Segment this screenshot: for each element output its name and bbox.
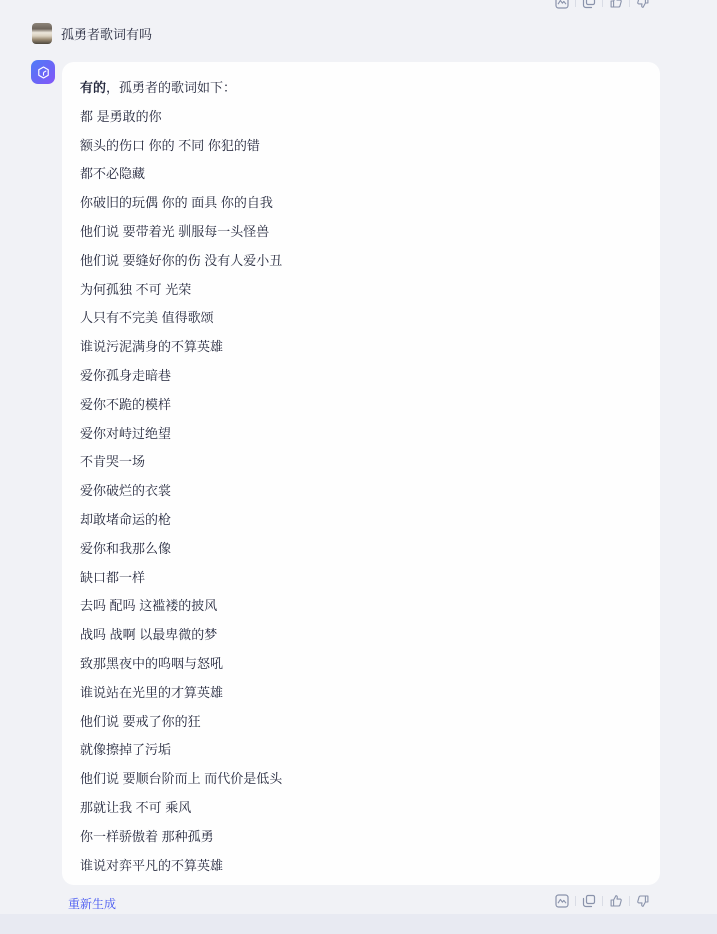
lyric-line: 那就让我 不可 乘风 (80, 799, 192, 815)
lyric-line: 爱你破烂的衣裳 (80, 483, 172, 499)
lyric-line: 你一样骄傲着 那种孤勇 (80, 828, 214, 844)
reply-intro-bold: 有的 (80, 80, 107, 95)
lyric-line: 他们说 要带着光 驯服每一头怪兽 (80, 223, 270, 239)
thumbs-down-icon[interactable] (635, 0, 651, 10)
assistant-logo-icon (36, 65, 51, 80)
divider (602, 896, 603, 906)
divider (575, 0, 576, 7)
regenerate-button[interactable]: 重新生成 (68, 897, 117, 911)
bottom-band (0, 914, 717, 934)
lyric-line: 就像擦掉了污垢 (80, 742, 172, 758)
reply-intro-rest: ，孤勇者的歌词如下： (106, 80, 237, 95)
divider (629, 0, 630, 7)
lyric-line: 谁说污泥满身的不算英雄 (80, 339, 224, 355)
lyric-line: 缺口都一样 (80, 569, 146, 585)
thumbs-down-icon[interactable] (635, 893, 651, 909)
reply-intro (80, 80, 642, 96)
divider (629, 896, 630, 906)
thumbs-up-icon[interactable] (608, 0, 624, 10)
message-actions-bottom (554, 893, 651, 909)
lyric-line: 爱你不跪的模样 (80, 396, 172, 412)
divider (602, 0, 603, 7)
thumbs-up-icon[interactable] (608, 893, 624, 909)
image-icon[interactable] (554, 0, 570, 10)
lyric-line: 却敢堵命运的枪 (80, 511, 172, 527)
lyric-line: 你破旧的玩偶 你的 面具 你的自我 (80, 195, 273, 211)
lyric-line: 为何孤独 不可 光荣 (80, 281, 192, 297)
divider (575, 896, 576, 906)
lyric-line: 都不必隐藏 (80, 166, 146, 182)
user-message-text: 孤勇者歌词有吗 (61, 27, 153, 42)
lyric-line: 致那黑夜中的呜咽与怒吼 (80, 655, 224, 671)
lyric-line: 谁说站在光里的才算英雄 (80, 684, 224, 700)
user-message-row (32, 23, 152, 44)
copy-icon[interactable] (581, 893, 597, 909)
lyric-line: 爱你孤身走暗巷 (80, 367, 172, 383)
lyric-line: 都 是勇敢的你 (80, 108, 162, 124)
lyric-line: 谁说对弈平凡的不算英雄 (80, 857, 224, 873)
lyric-line: 爱你对峙过绝望 (80, 425, 172, 441)
assistant-avatar (31, 60, 55, 84)
image-icon[interactable] (554, 893, 570, 909)
lyric-line: 人只有不完美 值得歌颂 (80, 310, 214, 326)
lyric-line: 爱你和我那么像 (80, 540, 172, 556)
lyric-line: 他们说 要戒了你的狂 (80, 713, 201, 729)
lyric-line: 他们说 要顺台阶而上 而代价是低头 (80, 771, 283, 787)
copy-icon[interactable] (581, 0, 597, 10)
lyric-line: 他们说 要缝好你的伤 没有人爱小丑 (80, 252, 283, 268)
lyric-line: 战吗 战啊 以最卑微的梦 (80, 627, 218, 643)
lyric-line: 去吗 配吗 这褴褛的披风 (80, 598, 218, 614)
message-actions-top (554, 0, 651, 10)
lyric-line: 额头的伤口 你的 不同 你犯的错 (80, 137, 260, 153)
assistant-message-bubble (62, 62, 660, 885)
user-avatar (32, 23, 52, 44)
lyric-line: 不肯哭一场 (80, 454, 146, 470)
